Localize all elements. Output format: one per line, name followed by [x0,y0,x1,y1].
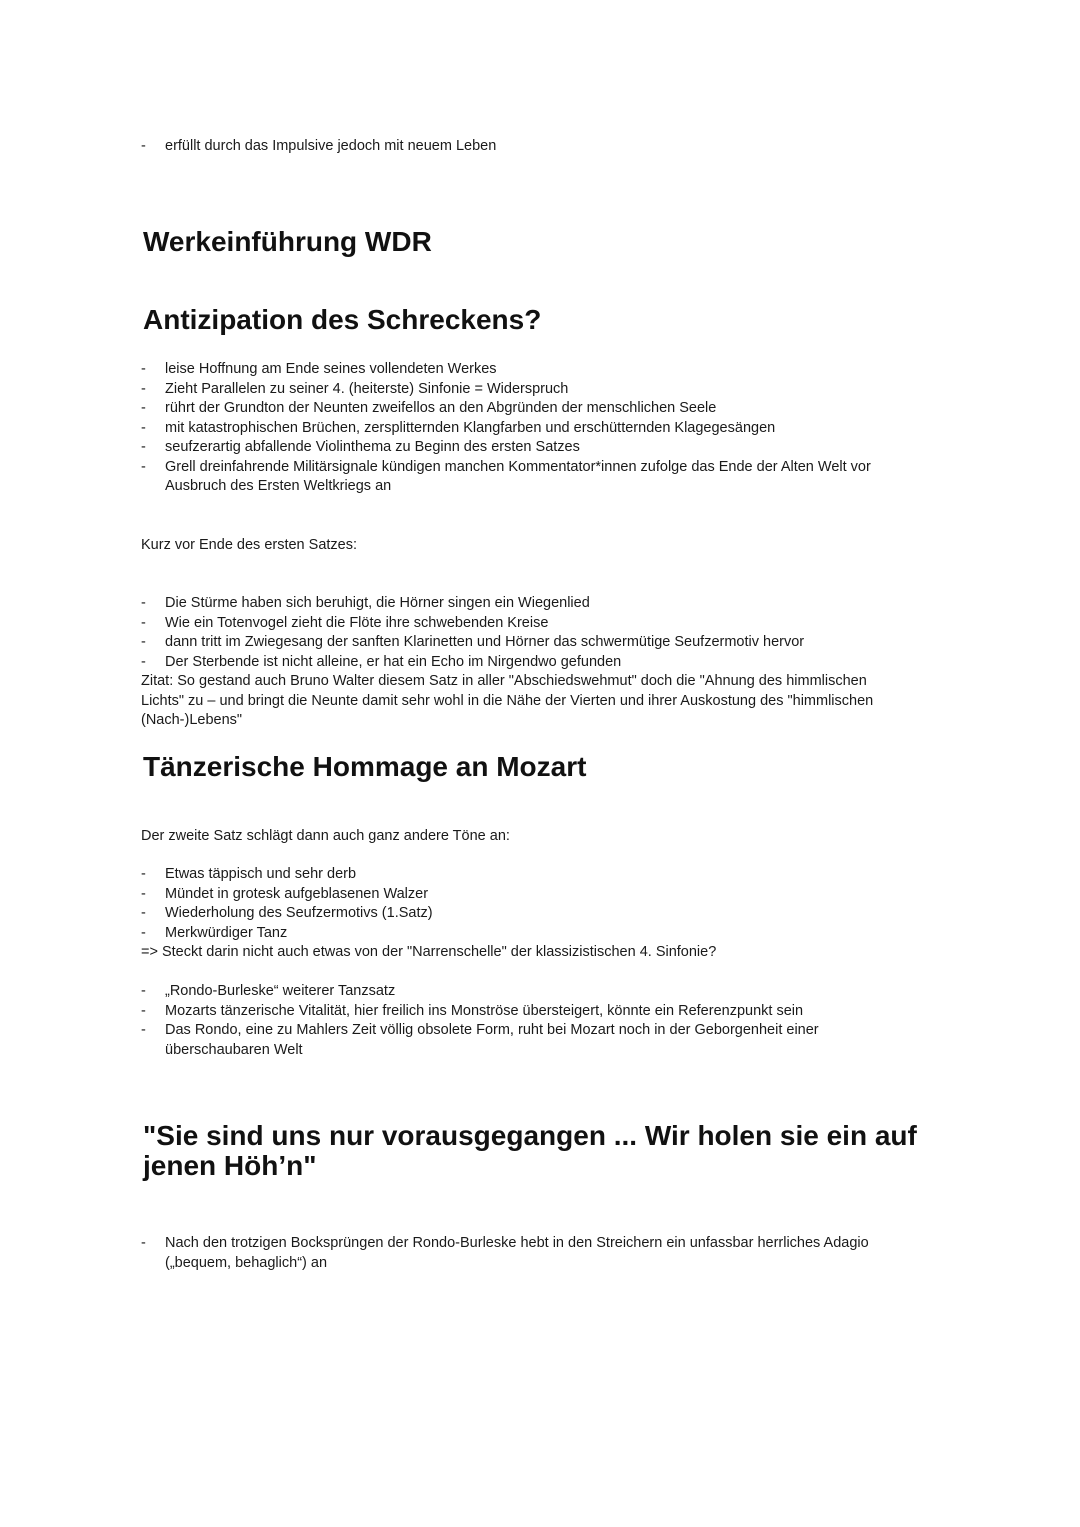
section-heading-werkeinfuehrung: Werkeinführung WDR [143,226,432,257]
list-item: - Grell dreinfahrende Militärsignale kündigen manchen Kommentator*innen zufolge das Ende der Alten Welt vor Ausbruch des Ersten Weltkriegs an [141,458,911,497]
section-heading-hommage: Tänzerische Hommage an Mozart [143,751,587,782]
list-item: - Mozarts tänzerische Vitalität, hier freilich ins Monströse übersteigert, könnte ein Referenzpunkt sein [141,1002,861,1022]
list-item: - Wie ein Totenvogel zieht die Flöte ihre schwebenden Kreise [141,614,911,634]
satz-end-bullet-list [141,594,911,672]
list-item: - Merkwürdiger Tanz [141,924,921,944]
list-item: - leise Hoffnung am Ende seines vollendeten Werkes [141,360,911,380]
adagio-bullet-list [141,1234,911,1273]
list-item: - Wiederholung des Seufzermotivs (1.Satz) [141,904,921,924]
list-item: - Zieht Parallelen zu seiner 4. (heiterste) Sinfonie = Widerspruch [141,380,911,400]
hommage-bullet-list [141,865,921,943]
section-heading-vorausgegangen: "Sie sind uns nur vorausgegangen ... Wir holen sie ein auf jenen Höh’n" [143,1120,917,1181]
hommage-intro-text: Der zweite Satz schlägt dann auch ganz andere Töne an: [141,828,510,844]
list-item: - Das Rondo, eine zu Mahlers Zeit völlig obsolete Form, ruht bei Mozart noch in der Geborgenheit einer überschaubaren Welt [141,1021,861,1060]
list-item: - Nach den trotzigen Bocksprüngen der Rondo-Burleske hebt in den Streichern ein unfassbar herrliches Adagio („bequem, behaglich“) an [141,1234,911,1273]
list-item: - Etwas täppisch und sehr derb [141,865,921,885]
conclusion-text: => Steckt darin nicht auch etwas von der "Narrenschelle" der klassizistischen 4. Sinfonie? [141,944,717,960]
quote-text: Zitat: So gestand auch Bruno Walter diesem Satz in aller "Abschiedswehmut" doch die "Ahnung des himmlischen Lichts" zu – und bringt die Neunte damit sehr wohl in die Nähe der Vierten und ihrer Auskostung des "himmlischen (Nach-)Lebens" [141,673,874,728]
list-item: - dann tritt im Zwiegesang der sanften Klarinetten und Hörner das schwermütige Seufzermotiv hervor [141,633,911,653]
subintro-text: Kurz vor Ende des ersten Satzes: [141,537,357,553]
list-item: - Der Sterbende ist nicht alleine, er hat ein Echo im Nirgendwo gefunden [141,653,911,673]
list-item: - „Rondo-Burleske“ weiterer Tanzsatz [141,982,861,1002]
list-item: - seufzerartig abfallende Violinthema zu Beginn des ersten Satzes [141,438,911,458]
list-item: - mit katastrophischen Brüchen, zersplitternden Klangfarben und erschütternden Klagegesängen [141,419,911,439]
rondo-bullet-list [141,982,861,1060]
section-heading-antizipation: Antizipation des Schreckens? [143,304,542,335]
antizipation-bullet-list [141,360,911,497]
intro-bullet-list [141,137,921,157]
list-item: - rührt der Grundton der Neunten zweifellos an den Abgründen der menschlichen Seele [141,399,911,419]
list-item: - Die Stürme haben sich beruhigt, die Hörner singen ein Wiegenlied [141,594,911,614]
list-item: - erfüllt durch das Impulsive jedoch mit neuem Leben [141,137,921,157]
list-item: - Mündet in grotesk aufgeblasenen Walzer [141,885,921,905]
